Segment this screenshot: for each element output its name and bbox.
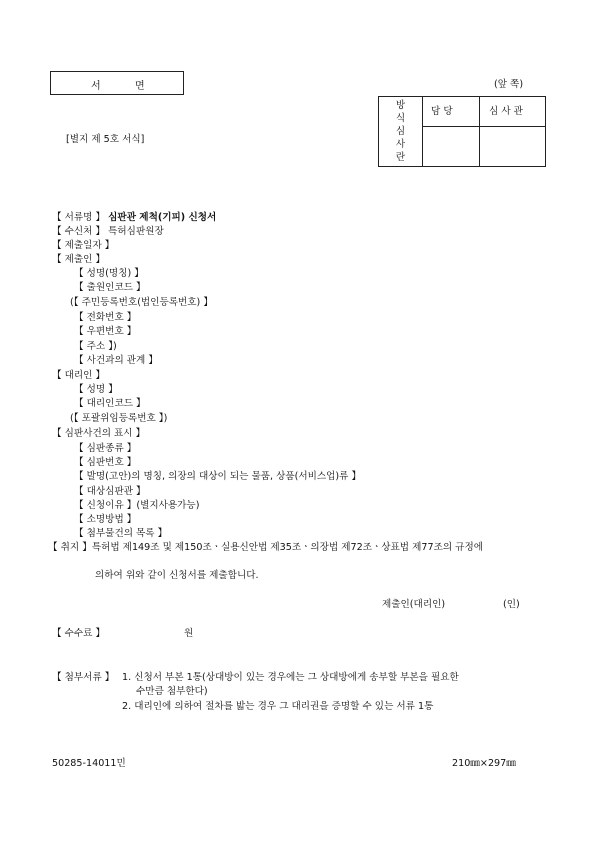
fee-unit: 원 — [184, 628, 194, 639]
reason-field: 【 신청이유 】(별지사용가능) — [74, 500, 200, 511]
phone-field: 【 전화번호 】 — [74, 312, 137, 323]
doc-name-label: 【 서류명 】 — [52, 212, 106, 223]
document-type-box — [50, 71, 184, 95]
doc-name-value: 심판관 제척(기피) 신청서 — [108, 212, 217, 223]
review-table — [378, 96, 546, 167]
review-vertical-char: 식 — [395, 113, 406, 124]
form-number: [별지 제 5호 서식] — [66, 134, 145, 145]
front-side-label: (앞 쪽) — [494, 79, 524, 90]
agent-code-field: 【 대리인코드 】 — [74, 398, 146, 409]
seal-mark: (인) — [503, 599, 520, 610]
footer-code: 50285-14011민 — [52, 758, 126, 769]
proof-field: 【 소명방법 】 — [74, 514, 137, 525]
purport-text: 특허법 제149조 및 제150조ㆍ실용신안법 제35조ㆍ의장법 제72조ㆍ상표법 제77조의 규정에 — [91, 542, 483, 553]
footer-paper-size: 210㎜×297㎜ — [452, 758, 516, 769]
review-vertical-char: 심 — [395, 126, 406, 137]
agent-name-field: 【 성명 】 — [74, 384, 118, 395]
attachment-item-2: 2. 대리인에 의하여 절차를 밟는 경우 그 대리권을 증명할 수 있는 서류 1통 — [122, 701, 434, 712]
address-field: 【 주소 】) — [74, 341, 117, 352]
purport-text-continued: 의하여 위와 같이 신청서를 제출합니다. — [95, 570, 259, 581]
review-cell-examiner[interactable] — [480, 127, 545, 166]
target-judge-field: 【 대상심판관 】 — [74, 486, 146, 497]
document-type-char-2: 면 — [135, 81, 145, 92]
postcode-field: 【 우편번호 】 — [74, 326, 137, 337]
review-col-manager: 담 당 — [431, 106, 453, 117]
agent-field: 【 대리인 】 — [52, 370, 106, 381]
purport-label: 【 취지 】 — [48, 542, 92, 553]
recipient-field: 【 수신처 】 특허심판원장 — [52, 226, 164, 237]
doc-name-row — [52, 211, 216, 225]
attachments-label: 【 첨부서류 】 — [52, 672, 115, 683]
poa-number-field: (【 포괄위임등록번호 】) — [70, 413, 168, 424]
trial-number-field: 【 심판번호 】 — [74, 457, 137, 468]
invention-name-field: 【 발명(고안)의 명칭, 의장의 대상이 되는 물품, 상품(서비스업)류 】 — [74, 471, 362, 482]
submit-date-field: 【 제출일자 】 — [52, 240, 115, 251]
purport-row — [48, 541, 483, 555]
relation-field: 【 사건과의 관계 】 — [74, 355, 158, 366]
attachment-item-1: 1. 신청서 부본 1통(상대방이 있는 경우에는 그 상대방에게 송부할 부본을 필요한 — [122, 672, 459, 683]
review-vertical-char: 방 — [395, 100, 406, 111]
review-cell-manager[interactable] — [423, 127, 478, 166]
attached-list-field: 【 첨부물건의 목록 】 — [74, 528, 168, 539]
review-vertical-char: 란 — [395, 152, 406, 163]
submitter-field: 【 제출인 】 — [52, 254, 106, 265]
case-display-field: 【 심판사건의 표시 】 — [52, 428, 146, 439]
review-col-examiner: 심 사 관 — [489, 106, 523, 117]
signer-label: 제출인(대리인) — [382, 599, 446, 610]
trial-type-field: 【 심판종류 】 — [74, 443, 137, 454]
submitter-name-field: 【 성명(명칭) 】 — [74, 268, 144, 279]
document-type-char-1: 서 — [91, 81, 101, 92]
applicant-code-field: 【 출원인코드 】 — [74, 282, 146, 293]
fee-label: 【 수수료 】 — [52, 628, 106, 639]
resident-number-field: (【 주민등록번호(법인등록번호) 】 — [70, 297, 213, 308]
attachment-item-1-continued: 수만큼 첨부한다) — [136, 686, 208, 697]
review-vertical-char: 사 — [395, 139, 406, 150]
